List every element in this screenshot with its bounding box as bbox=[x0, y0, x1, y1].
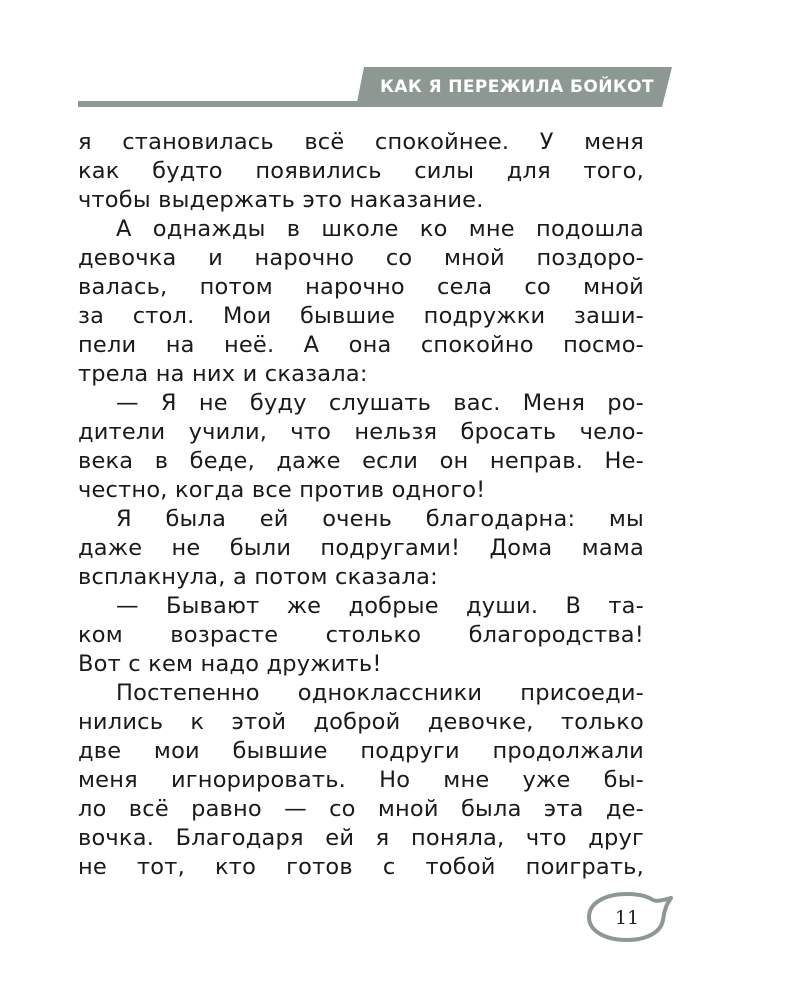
text-line: А однажды в школе ко мне подошла bbox=[116, 216, 644, 242]
text-line: Вот с кем надо дружить! bbox=[78, 651, 382, 677]
chapter-banner bbox=[356, 67, 674, 107]
text-line: чтобы выдержать это наказание. bbox=[78, 187, 484, 213]
text-line: нились к этой доброй девочке, только bbox=[78, 709, 644, 735]
text-line: две мои бывшие подруги продолжали bbox=[78, 738, 644, 764]
text-line: как будто появились силы для того, bbox=[78, 158, 644, 184]
text-line: не тот, кто готов с тобой поиграть, bbox=[78, 854, 644, 880]
text-line: — Бывают же добрые души. В та- bbox=[116, 593, 644, 619]
page-number-badge bbox=[583, 888, 673, 946]
text-line: — Я не буду слушать вас. Меня ро- bbox=[116, 390, 644, 416]
text-line: пели на неё. А она спокойно посмо- bbox=[78, 332, 644, 358]
text-line: даже не были подругами! Дома мама bbox=[78, 535, 644, 561]
text-line: валась, потом нарочно села со мной bbox=[78, 274, 644, 300]
text-line: ло всё равно — со мной была эта де- bbox=[78, 796, 644, 822]
text-line: честно, когда все против одного! bbox=[78, 477, 486, 503]
body-text bbox=[78, 128, 644, 882]
text-line: ком возрасте столько благородства! bbox=[78, 622, 644, 648]
chapter-title: КАК Я ПЕРЕЖИЛА БОЙКОТ bbox=[380, 77, 654, 97]
text-line: девочка и нарочно со мной поздоро- bbox=[78, 245, 644, 271]
text-line: за стол. Мои бывшие подружки заши- bbox=[78, 303, 644, 329]
text-line: всплакнула, а потом сказала: bbox=[78, 564, 438, 590]
text-line: Я была ей очень благодарна: мы bbox=[116, 506, 644, 532]
header-rule bbox=[78, 101, 378, 107]
text-line: меня игнорировать. Но мне уже бы- bbox=[78, 767, 644, 793]
text-line: трела на них и сказала: bbox=[78, 361, 368, 387]
text-line: я становилась всё спокойнее. У меня bbox=[78, 129, 644, 155]
page-number: 11 bbox=[614, 907, 640, 929]
text-line: вочка. Благодаря ей я поняла, что друг bbox=[78, 825, 644, 851]
text-line: века в беде, даже если он неправ. Не- bbox=[78, 448, 644, 474]
text-line: Постепенно одноклассники присоеди- bbox=[116, 680, 644, 706]
text-line: дители учили, что нельзя бросать чело- bbox=[78, 419, 644, 445]
